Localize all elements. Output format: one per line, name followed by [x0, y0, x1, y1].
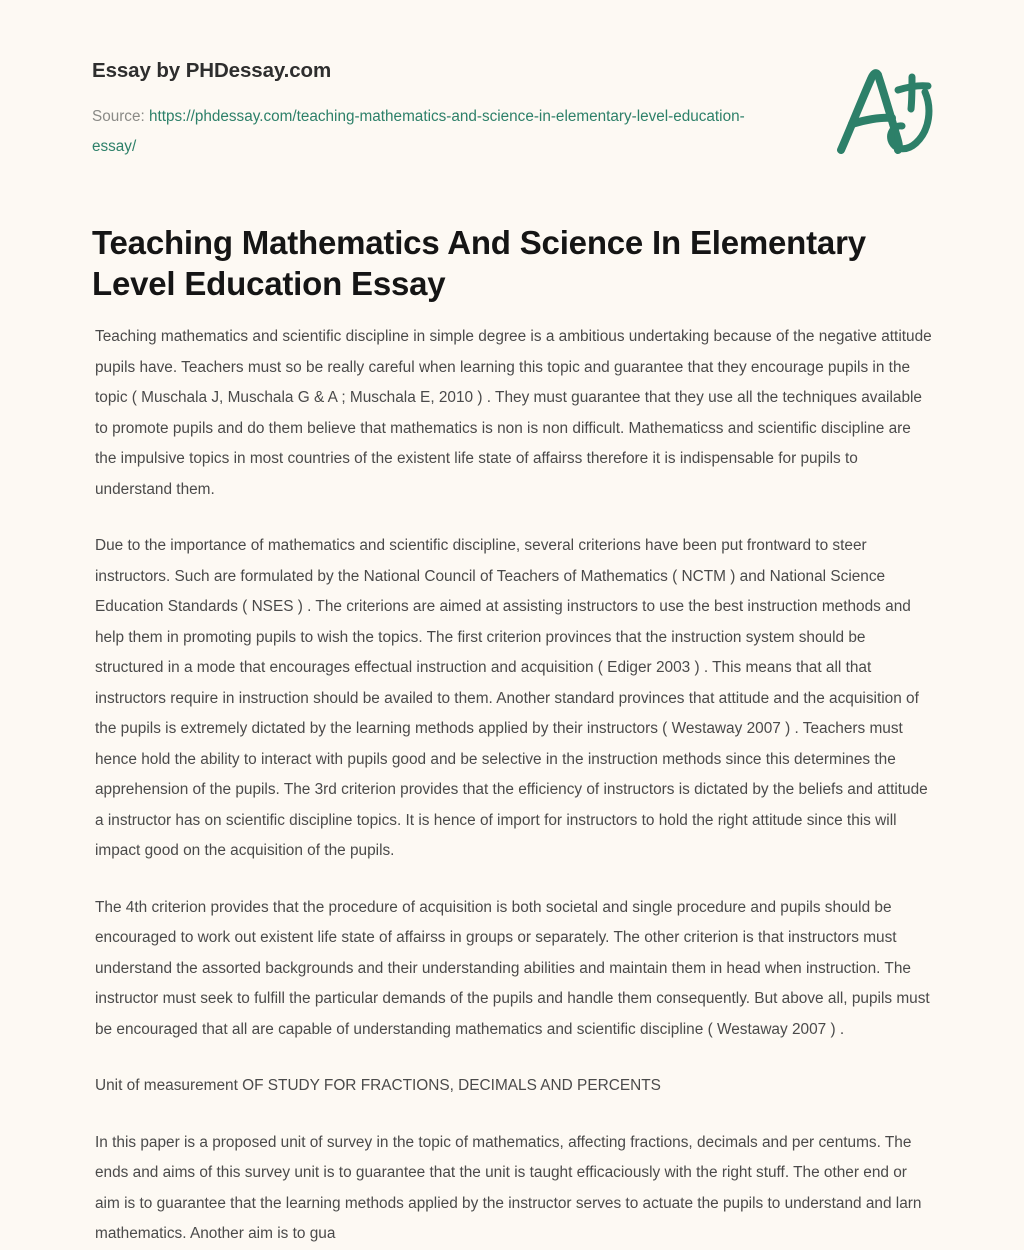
a-plus-logo-icon	[828, 52, 940, 164]
page-title: Teaching Mathematics And Science In Elementary Level Education Essay	[92, 224, 866, 302]
section-heading: Unit of measurement OF STUDY FOR FRACTIONS, DECIMALS AND PERCENTS	[95, 1077, 661, 1094]
source-url-link[interactable]: https://phdessay.com/teaching-mathematics-and-science-in-elementary-level-education-essay/	[92, 108, 745, 155]
page-header	[92, 58, 792, 162]
paragraph: Due to the importance of mathematics and scientific discipline, several criterions have been put frontward to steer instructors. Such are formulated by the National Council of Teachers of Mathematics ( NCTM ) and National Science Education Standards ( NSES ) . The criterions are aimed at assisting instructors to use the best instruction methods and help them in promoting pupils to wish the topics. The first criterion provinces that the instruction system should be structured in a mode that encourages effectual instruction and acquisition ( Ediger 2003 ) . This means that all that instructors require in instruction should be availed to them. Another standard provinces that attitude and the acquisition of the pupils is extremely dictated by the learning methods applied by their instructors ( Westaway 2007 ) . Teachers must hence hold the ability to interact with pupils good and be selective in the instruction methods since this determines the apprehension of the pupils. The 3rd criterion provides that the efficiency of instructors is dictated by the beliefs and attitude a instructor has on scientific discipline topics. It is hence of import for instructors to hold the right attitude since this will impact good on the acquisition of the pupils.	[95, 537, 928, 859]
a-plus-logo	[828, 52, 940, 164]
essay-body	[95, 322, 933, 1250]
paragraph: The 4th criterion provides that the procedure of acquisition is both societal and single procedure and pupils should be encouraged to work out existent life state of affairss in groups or separately. The other criterion is that instructors must understand the assorted backgrounds and their understanding abilities and maintain them in head when instruction. The instructor must seek to fulfill the particular demands of the pupils and handle them consequently. But above all, pupils must be encouraged that all are capable of understanding mathematics and scientific discipline ( Westaway 2007 ) .	[95, 898, 930, 1038]
paragraph: In this paper is a proposed unit of survey in the topic of mathematics, affecting fractions, decimals and per centums. The ends and aims of this survey unit is to guarantee that the unit is taught efficaciously with the right stuff. The other end or aim is to guarantee that the learning methods applied by the instructor serves to actuate the pupils to understand and larn mathematics. Another aim is to gua	[95, 1133, 922, 1242]
source-label: Source:	[92, 108, 145, 125]
paragraph: Teaching mathematics and scientific discipline in simple degree is a ambitious undertaking because of the negative attitude pupils have. Teachers must so be really careful when learning this topic and guarantee that they encourage pupils in the topic ( Muschala J, Muschala G & A ; Muschala E, 2010 ) . They must guarantee that they use all the techniques available to promote pupils and do them believe that mathematics is non is non difficult. Mathematicss and scientific discipline are the impulsive topics in most countries of the existent life state of affairss therefore it is indispensable for pupils to understand them.	[95, 328, 932, 498]
source-line	[92, 102, 752, 162]
brand-title: Essay by PHDessay.com	[92, 59, 332, 82]
